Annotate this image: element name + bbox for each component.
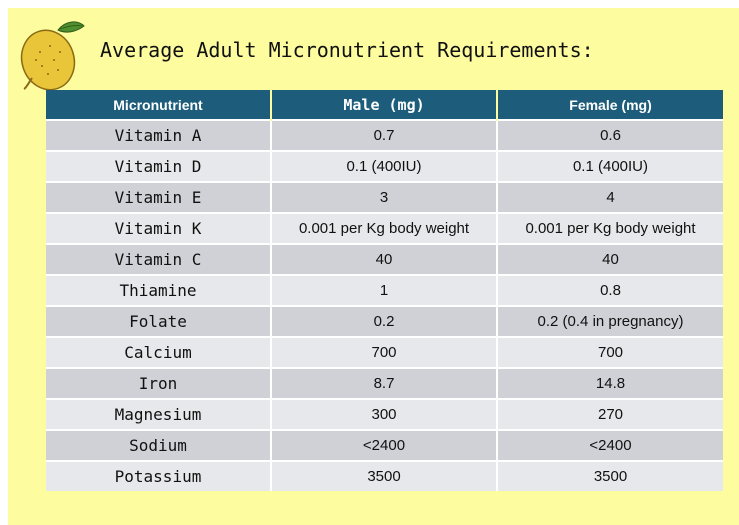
page-title: Average Adult Micronutrient Requirements: xyxy=(100,38,594,62)
column-header-micronutrient: Micronutrient xyxy=(46,90,271,120)
female-value: 0.2 (0.4 in pregnancy) xyxy=(497,306,723,337)
table-row xyxy=(46,244,723,275)
nutrient-name: Calcium xyxy=(46,337,271,368)
male-value: 700 xyxy=(271,337,497,368)
nutrient-name: Sodium xyxy=(46,430,271,461)
micronutrient-table xyxy=(46,90,723,491)
male-value: 1 xyxy=(271,275,497,306)
table-row xyxy=(46,368,723,399)
slide xyxy=(8,8,739,525)
male-value: 300 xyxy=(271,399,497,430)
nutrient-name: Vitamin C xyxy=(46,244,271,275)
nutrient-name: Iron xyxy=(46,368,271,399)
female-value: <2400 xyxy=(497,430,723,461)
table-row xyxy=(46,182,723,213)
female-value: 0.1 (400IU) xyxy=(497,151,723,182)
column-header-female: Female (mg) xyxy=(497,90,723,120)
male-value: <2400 xyxy=(271,430,497,461)
female-value: 700 xyxy=(497,337,723,368)
nutrient-name: Thiamine xyxy=(46,275,271,306)
table-row xyxy=(46,306,723,337)
table-row xyxy=(46,213,723,244)
male-value: 8.7 xyxy=(271,368,497,399)
nutrient-name: Folate xyxy=(46,306,271,337)
female-value: 14.8 xyxy=(497,368,723,399)
female-value: 40 xyxy=(497,244,723,275)
female-value: 0.8 xyxy=(497,275,723,306)
nutrient-name: Vitamin D xyxy=(46,151,271,182)
nutrient-name: Magnesium xyxy=(46,399,271,430)
table-row xyxy=(46,337,723,368)
table-row xyxy=(46,430,723,461)
female-value: 0.001 per Kg body weight xyxy=(497,213,723,244)
male-value: 0.1 (400IU) xyxy=(271,151,497,182)
male-value: 0.001 per Kg body weight xyxy=(271,213,497,244)
nutrient-name: Vitamin K xyxy=(46,213,271,244)
male-value: 3 xyxy=(271,182,497,213)
nutrient-name: Potassium xyxy=(46,461,271,491)
female-value: 0.6 xyxy=(497,120,723,151)
female-value: 270 xyxy=(497,399,723,430)
table-row xyxy=(46,275,723,306)
female-value: 3500 xyxy=(497,461,723,491)
male-value: 3500 xyxy=(271,461,497,491)
female-value: 4 xyxy=(497,182,723,213)
nutrient-name: Vitamin E xyxy=(46,182,271,213)
male-value: 40 xyxy=(271,244,497,275)
table-row xyxy=(46,399,723,430)
table-header-row xyxy=(46,90,723,120)
table-row xyxy=(46,120,723,151)
table-row xyxy=(46,151,723,182)
table-row xyxy=(46,461,723,491)
male-value: 0.2 xyxy=(271,306,497,337)
male-value: 0.7 xyxy=(271,120,497,151)
lemon-icon xyxy=(14,16,86,92)
column-header-male: Male (mg) xyxy=(271,90,497,120)
nutrient-name: Vitamin A xyxy=(46,120,271,151)
